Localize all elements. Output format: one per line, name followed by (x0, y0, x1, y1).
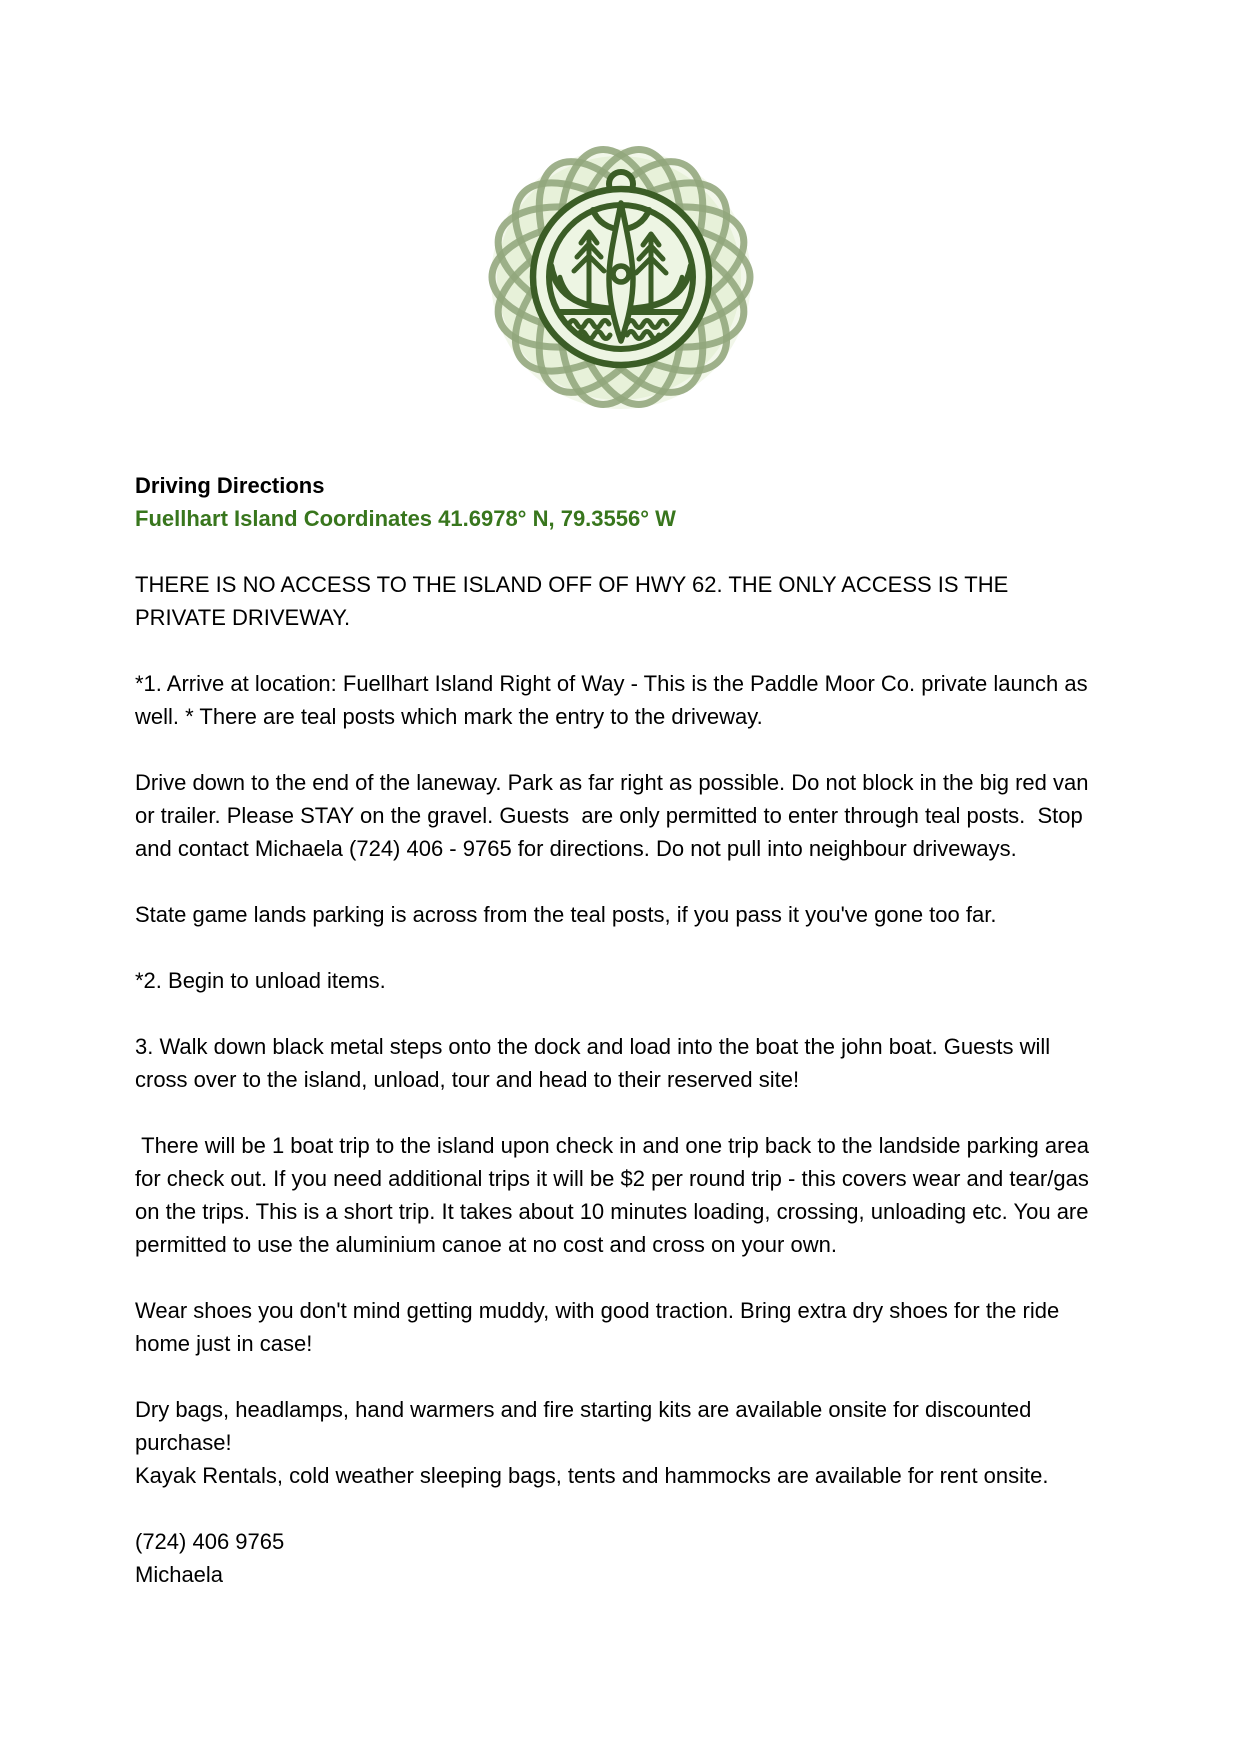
paragraph-step-1: *1. Arrive at location: Fuellhart Island Right of Way - This is the Paddle Moor Co. private launch as well. * There are teal posts which mark the entry to the driveway. (135, 671, 1094, 729)
paragraph-driveway: Drive down to the end of the laneway. Park as far right as possible. Do not block in the big red van or trailer. Please STAY on the gravel. Guests are only permitted to enter through teal posts. Stop and contact Michaela (724) 406 - 9765 for directions. Do not pull into neighbour driveways. (135, 770, 1095, 861)
paragraph-no-access: THERE IS NO ACCESS TO THE ISLAND OFF OF HWY 62. THE ONLY ACCESS IS THE PRIVATE DRIVEWAY. (135, 572, 1015, 630)
paragraph-step-2: *2. Begin to unload items. (135, 968, 386, 993)
paragraph-boat-trips: There will be 1 boat trip to the island upon check in and one trip back to the landside parking area for check out. If you need additional trips it will be $2 per round trip - this covers wear and tear/gas on the trips. This is a short trip. It takes about 10 minutes loading, crossing, unloading etc. You are permitted to use the aluminium canoe at no cost and cross on your own. (135, 1133, 1096, 1257)
paragraph-purchase-items: Dry bags, headlamps, hand warmers and fire starting kits are available onsite for discounted purchase! (135, 1397, 1038, 1455)
brand-logo (481, 137, 761, 417)
paragraph-step-3: 3. Walk down black metal steps onto the dock and load into the boat the john boat. Guests will cross over to the island, unload, tour and head to their reserved site! (135, 1034, 1057, 1092)
page-title: Driving Directions (135, 473, 325, 498)
contact-phone: (724) 406 9765 (135, 1529, 285, 1554)
paragraph-state-game-lands: State game lands parking is across from the teal posts, if you pass it you've gone too far. (135, 902, 997, 927)
paragraph-rentals: Kayak Rentals, cold weather sleeping bags, tents and hammocks are available for rent onsite. (135, 1463, 1049, 1488)
contact-name: Michaela (135, 1562, 224, 1587)
brand-logo-svg (481, 137, 761, 417)
paragraph-shoes: Wear shoes you don't mind getting muddy, with good traction. Bring extra dry shoes for the ride home just in case! (135, 1298, 1066, 1356)
coordinates-subheading: Fuellhart Island Coordinates 41.6978° N, 79.3556° W (135, 506, 676, 531)
document-body (135, 469, 1097, 1591)
